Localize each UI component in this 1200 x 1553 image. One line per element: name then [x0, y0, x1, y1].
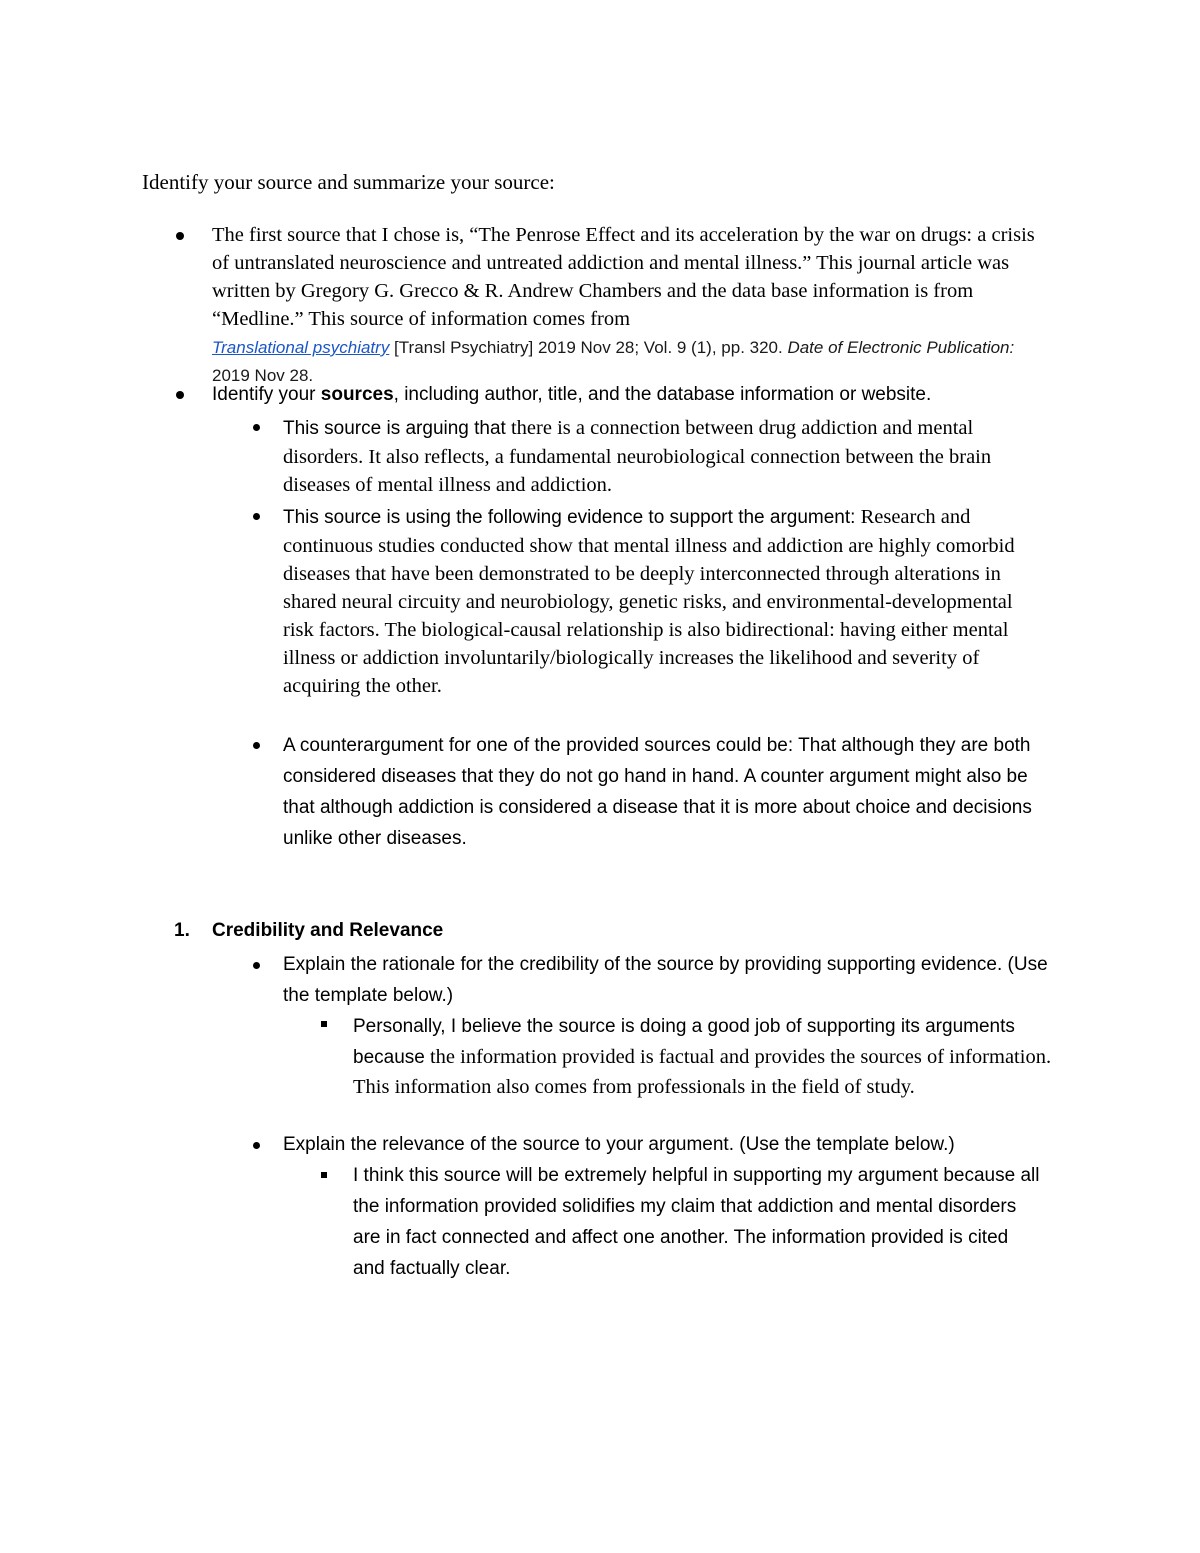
- section-number: 1.: [174, 920, 190, 941]
- evidence-label: This source is using the following evidence to support the argument:: [283, 507, 856, 528]
- evidence-text: Research and continuous studies conducted show that mental illness and addiction are highly comorbid diseases that have been demonstrated to be deeply interconnected through alterations in shared neural circuity and neurobiology, genetic risks, and environmental-developmental risk factors. The biological-causal relationship is also bidirectional: having either mental illness or addiction involuntarily/biologically increases the likelihood and severity of acquiring the other.: [283, 506, 1015, 697]
- publication-date: 2019 Nov 28.: [212, 366, 314, 385]
- bullet-icon: [176, 232, 184, 240]
- bullet-icon: [253, 424, 260, 431]
- argument-label: This source is arguing that: [283, 418, 506, 439]
- credibility-answer-rest: the information provided is factual and provides the sources of information. This information also comes from professionals in the field of study.: [353, 1046, 1052, 1098]
- publication-label: Date of Electronic Publication:: [787, 338, 1015, 357]
- argument-paragraph: [283, 414, 1013, 499]
- prompt-rest: , including author, title, and the database information or website.: [393, 384, 932, 405]
- credibility-answer: [353, 1011, 1058, 1101]
- bullet-icon: [253, 962, 260, 969]
- journal-link[interactable]: Translational psychiatry: [212, 338, 390, 357]
- section-title: Credibility and Relevance: [212, 920, 444, 941]
- relevance-prompt: Explain the relevance of the source to your argument. (Use the template below.): [283, 1134, 955, 1155]
- citation-text: [Transl Psychiatry] 2019 Nov 28; Vol. 9 (1), pp. 320.: [389, 338, 788, 357]
- evidence-paragraph: [283, 503, 1043, 700]
- square-bullet-icon: [321, 1172, 327, 1178]
- counterargument-paragraph: A counterargument for one of the provided sources could be: That although they are both considered diseases that they do not go hand in hand. A counter argument might also be that although addiction is considered a disease that it is more about choice and decisions unlike other diseases.: [283, 735, 1032, 849]
- bullet-icon: [253, 513, 260, 520]
- source-summary-text: The first source that I chose is, “The Penrose Effect and its acceleration by the war on drugs: a crisis of untranslated neuroscience and untreated addiction and mental illness.” This journal article was written by Gregory G. Grecco & R. Andrew Chambers and the data base information is from “Medline.” This source of information comes from: [212, 224, 1035, 330]
- argument-text: there is a connection between drug addiction and mental disorders. It also reflects, a fundamental neurobiological connection between the brain diseases of mental illness and addiction.: [283, 417, 992, 496]
- prompt-bold-word: sources: [320, 384, 394, 405]
- credibility-answer-lead: Personally, I believe the source is doing a good job of supporting its arguments because: [353, 1016, 1015, 1068]
- square-bullet-icon: [321, 1021, 327, 1027]
- identify-sources-prompt: [212, 379, 1052, 410]
- relevance-answer: I think this source will be extremely helpful in supporting my argument because all the information provided solidifies my claim that addiction and mental disorders are in fact connected and affect one another. The information provided is cited and factually clear.: [353, 1165, 1040, 1279]
- source-summary-paragraph: [212, 221, 1042, 389]
- bullet-icon: [176, 391, 184, 399]
- prompt-prefix: Identify your: [212, 384, 321, 405]
- credibility-prompt: Explain the rationale for the credibility of the source by providing supporting evidence. (Use the template below.): [283, 954, 1048, 1006]
- section-heading: [174, 917, 443, 945]
- bullet-icon: [253, 742, 260, 749]
- bullet-icon: [253, 1142, 260, 1149]
- page-heading: Identify your source and summarize your source:: [142, 170, 555, 194]
